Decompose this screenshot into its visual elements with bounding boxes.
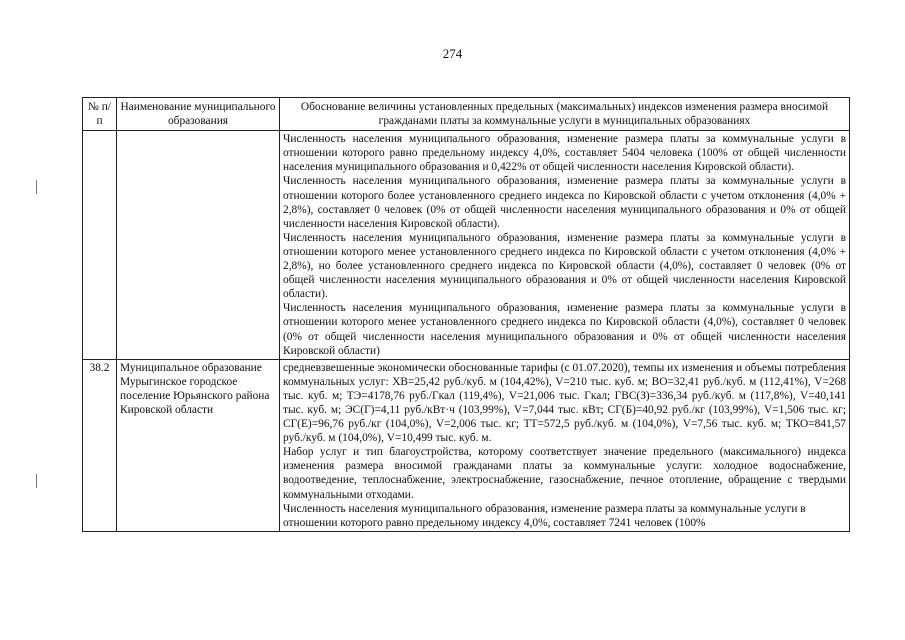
paragraph: Численность населения муниципального образования, изменение размера платы за коммунальные услуги в отношении которого менее установленного среднего индекса по Кировской области (4,0%), составляет 0 человек (0% от общей численности населения муниципального образования и 0% от общей численности населения Кировской области) xyxy=(283,302,846,357)
header-num: № п/п xyxy=(83,98,117,131)
paragraph: Численность населения муниципального образования, изменение размера платы за коммунальные услуги в отношении которого менее установленного среднего индекса по Кировской области с учетом отклонения (4,0% + 2,8%), но более установленного среднего индекса по Кировской области (4,0%), составляет 0 человек (0% от общей численности населения муниципального образования и 0% от общей численности населения Кировской области). xyxy=(283,231,846,301)
row-justification xyxy=(280,131,850,360)
paragraph: Численность населения муниципального образования, изменение размера платы за коммунальные услуги в отношении которого более установленного среднего индекса по Кировской области с учетом отклонения (4,0% + 2,8%), составляет 0 человек (0% от общей численности населения муниципального образования и 0% от общей численности населения Кировской области). xyxy=(283,175,846,230)
row-municipality xyxy=(117,131,280,360)
row-municipality: Муниципальное образование Мурыгинское городское поселение Юрьянского района Кировской области xyxy=(117,359,280,531)
page-number: 274 xyxy=(442,46,463,61)
row-num xyxy=(83,131,117,360)
header-municipality: Наименование муниципального образования xyxy=(117,98,280,131)
margin-mark-lower xyxy=(36,474,37,488)
row-justification xyxy=(280,359,850,531)
table-row xyxy=(83,131,850,360)
table-row xyxy=(83,359,850,531)
paragraph: Численность населения муниципального образования, изменение размера платы за коммунальные услуги в отношении которого равно предельному индексу 4,0%, составляет 5404 человека (100% от общей численности населения муниципального образования и 0,422% от общей численности населения Кировской области). xyxy=(283,133,846,174)
row-num: 38.2 xyxy=(83,359,117,531)
justification-table xyxy=(82,97,850,532)
header-justification: Обоснование величины установленных предельных (максимальных) индексов изменения размера вносимой гражданами платы за коммунальные услуги в муниципальных образованиях xyxy=(280,98,850,131)
margin-mark-upper xyxy=(36,180,37,194)
paragraph: Численность населения муниципального образования, изменение размера платы за коммунальные услуги в отношении которого равно предельному индексу 4,0%, составляет 7241 человек (100% xyxy=(283,502,806,529)
table-header-row xyxy=(83,98,850,131)
paragraph: средневзвешенные экономически обоснованные тарифы (с 01.07.2020), темпы их изменения и объемы потребления коммунальных услуг: ХВ=25,42 руб./куб. м (104,42%), V=210 тыс. куб. м; ВО=32,41 руб./куб. м (112,41%), V=268 тыс. куб. м; ТЭ=4178,76 руб./Гкал (119,4%), V=21,006 тыс. Гкал; ГВС(З)=336,34 руб./куб. м (117,8%), V=40,141 тыс. куб. м; ЭС(Г)=4,11 руб./кВт·ч (103,99%), V=7,044 тыс. кВт; СГ(Б)=40,92 руб./кг (103,99%), V=1,506 тыс. кг; СГ(Е)=96,76 руб./кг (104,0%), V=2,006 тыс. кг; ТТ=572,5 руб./куб. м (104,0%), V=7,56 тыс. куб. м; ТКО=841,57 руб./куб. м (104,0%), V=10,499 тыс. куб. м. xyxy=(283,361,846,445)
paragraph: Набор услуг и тип благоустройства, которому соответствует значение предельного (максимального) индекса изменения размера вносимой гражданами платы за коммунальные услуги: холодное водоснабжение, водоотведение, теплоснабжение, электроснабжение, газоснабжение, печное отопление, обращение с твердыми коммунальными отходами. xyxy=(283,446,846,501)
